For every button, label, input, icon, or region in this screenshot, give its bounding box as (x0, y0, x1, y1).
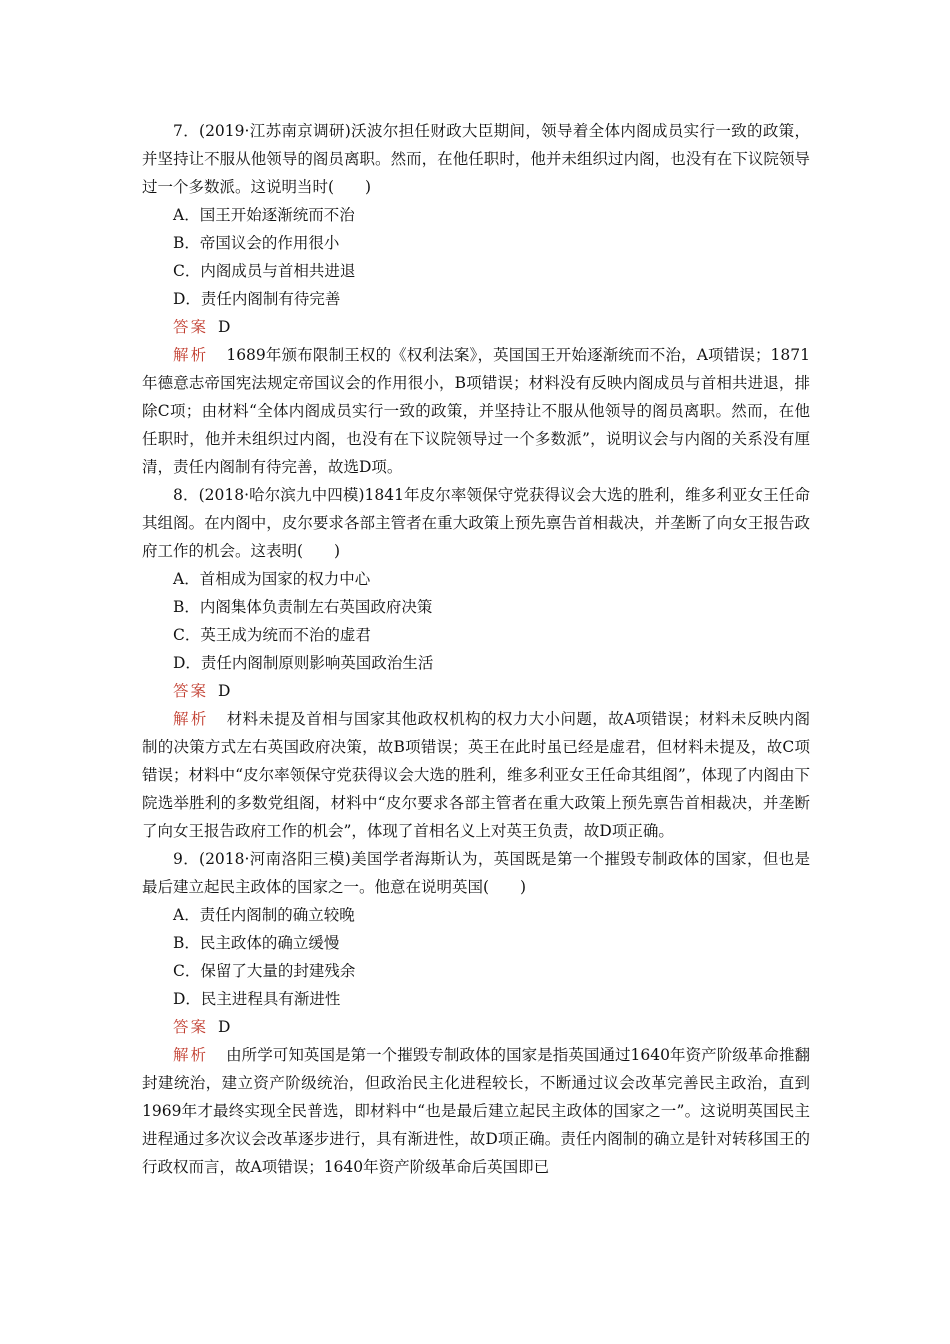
option-b: B．内阁集体负责制左右英国政府决策 (173, 598, 433, 616)
answer-value: D (218, 318, 231, 336)
document-page (142, 117, 810, 1181)
analysis-text: 由所学可知英国是第一个摧毁专制政体的国家是指英国通过1640年资产阶级革命推翻封建统治，建立资产阶级统治，但政治民主化进程较长，不断通过议会改革完善民主政治，直到1969年才最终实现全民普选，即材料中“也是最后建立起民主政体的国家之一”。这说明英国民主进程通过多次议会改革逐步进行，具有渐进性，故D项正确。责任内阁制的确立是针对转移国王的行政权而言，故A项错误；1640年资产阶级革命后英国即已 (142, 1046, 810, 1176)
option-b: B．帝国议会的作用很小 (173, 234, 340, 252)
question-9 (142, 845, 810, 1181)
question-stem: 9．(2018·河南洛阳三模)美国学者海斯认为，英国既是第一个摧毁专制政体的国家，但也是最后建立起民主政体的国家之一。他意在说明英国( ) (142, 850, 810, 896)
analysis-paragraph (142, 1041, 810, 1181)
analysis-text: 1689年颁布限制王权的《权利法案》，英国国王开始逐渐统而不治，A项错误；1871年德意志帝国宪法规定帝国议会的作用很小，B项错误；材料没有反映内阁成员与首相共进退，排除C项；由材料“全体内阁成员实行一致的政策，并坚持让不服从他领导的阁员离职。然而，在他任职时，他并未组织过内阁，也没有在下议院领导过一个多数派”，说明议会与内阁的关系没有厘清，责任内阁制有待完善，故选D项。 (142, 346, 810, 476)
question-7 (142, 117, 810, 481)
analysis-paragraph (142, 705, 810, 845)
option-d: D．民主进程具有渐进性 (173, 990, 341, 1008)
answer-line (142, 313, 810, 341)
option-c: C．英王成为统而不治的虚君 (173, 626, 371, 644)
analysis-text: 材料未提及首相与国家其他政权机构的权力大小问题，故A项错误；材料未反映内阁制的决策方式左右英国政府决策，故B项错误；英王在此时虽已经是虚君，但材料未提及，故C项错误；材料中“皮尔率领保守党获得议会大选的胜利，维多利亚女王任命其组阁”，体现了内阁由下院选举胜利的多数党组阁，材料中“皮尔要求各部主管者在重大政策上预先禀告首相裁决，并垄断了向女王报告政府工作的机会”，体现了首相名义上对英王负责，故D项正确。 (142, 710, 810, 840)
question-stem: 7．(2019·江苏南京调研)沃波尔担任财政大臣期间，领导着全体内阁成员实行一致的政策，并坚持让不服从他领导的阁员离职。然而，在他任职时，他并未组织过内阁，也没有在下议院领导过一个多数派。这说明当时( ) (142, 122, 810, 196)
option-b: B．民主政体的确立缓慢 (173, 934, 340, 952)
option-a: A．国王开始逐渐统而不治 (173, 206, 355, 224)
answer-value: D (218, 1018, 231, 1036)
option-a: A．责任内阁制的确立较晚 (173, 906, 355, 924)
answer-label: 答案 (173, 1018, 209, 1036)
question-8 (142, 481, 810, 845)
analysis-label: 解析 (173, 710, 209, 728)
option-a: A．首相成为国家的权力中心 (173, 570, 371, 588)
answer-label: 答案 (173, 318, 209, 336)
question-stem: 8．(2018·哈尔滨九中四模)1841年皮尔率领保守党获得议会大选的胜利，维多利亚女王任命其组阁。在内阁中，皮尔要求各部主管者在重大政策上预先禀告首相裁决，并垄断了向女王报告政府工作的机会。这表明( ) (142, 486, 810, 560)
answer-line (142, 677, 810, 705)
answer-label: 答案 (173, 682, 209, 700)
analysis-label: 解析 (173, 1046, 209, 1064)
option-d: D．责任内阁制原则影响英国政治生活 (173, 654, 434, 672)
option-d: D．责任内阁制有待完善 (173, 290, 341, 308)
analysis-paragraph (142, 341, 810, 481)
answer-value: D (218, 682, 231, 700)
option-c: C．保留了大量的封建残余 (173, 962, 356, 980)
option-c: C．内阁成员与首相共进退 (173, 262, 356, 280)
analysis-label: 解析 (173, 346, 209, 364)
answer-line (142, 1013, 810, 1041)
